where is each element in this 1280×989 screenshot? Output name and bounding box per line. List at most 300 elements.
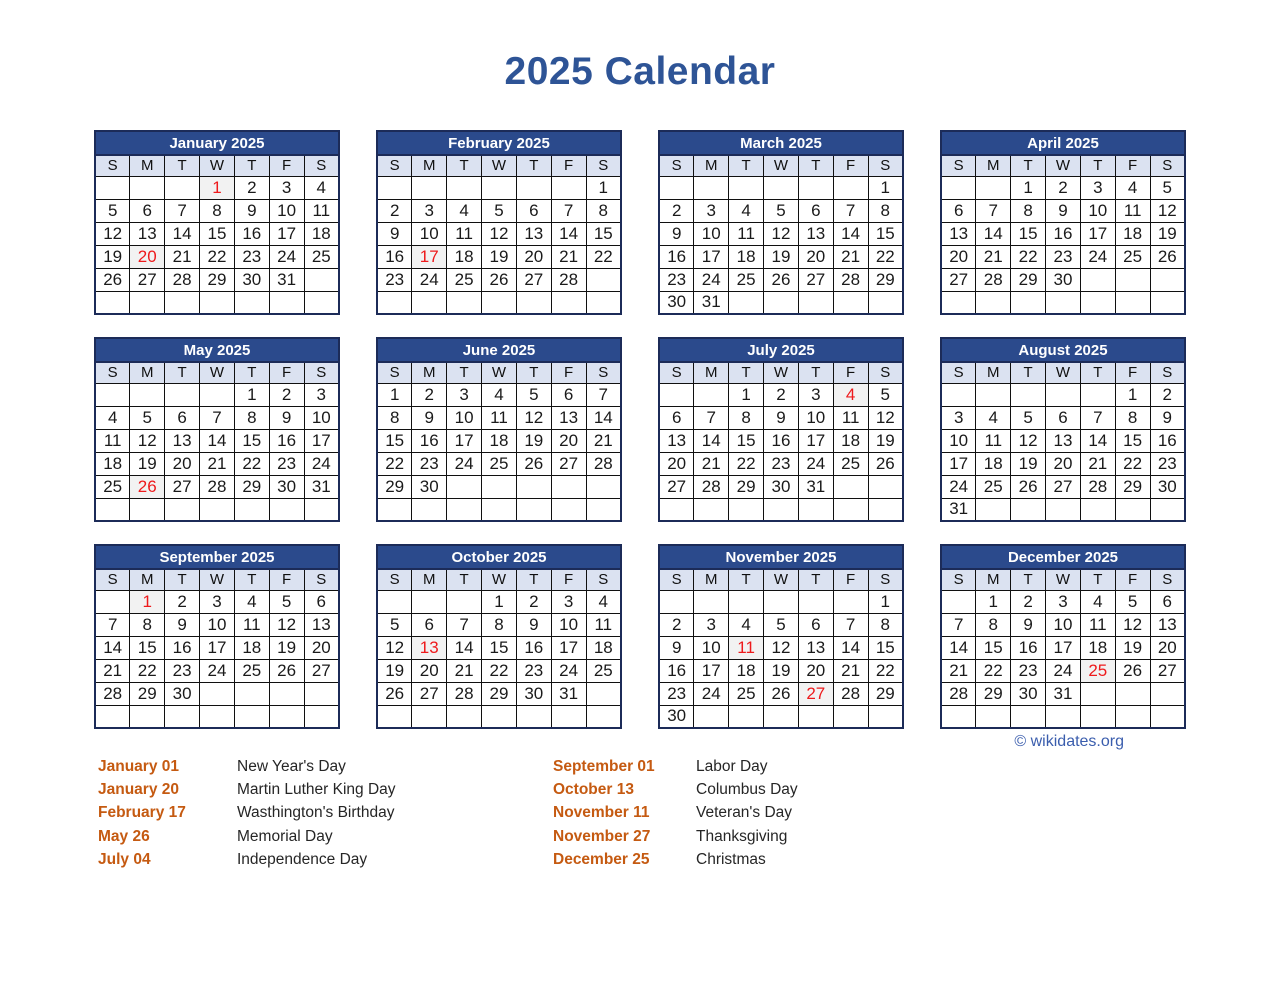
day-cell: 15 [729, 429, 764, 452]
day-cell: 10 [269, 199, 304, 222]
month-title-row [95, 545, 339, 569]
weekday-cell: T [798, 155, 833, 176]
weekday-cell: W [200, 569, 235, 590]
day-cell: 31 [941, 498, 976, 521]
empty-cell [694, 705, 729, 728]
empty-cell [447, 475, 482, 498]
weekday-cell: S [377, 362, 412, 383]
day-cell: 10 [447, 406, 482, 429]
empty-cell [941, 590, 976, 613]
day-cell: 30 [659, 291, 694, 314]
day-cell: 13 [798, 636, 833, 659]
weekday-cell: W [1046, 155, 1081, 176]
day-cell: 26 [1150, 245, 1185, 268]
day-cell: 26 [516, 452, 551, 475]
empty-cell [976, 498, 1011, 521]
week-row [659, 199, 903, 222]
day-cell: 22 [976, 659, 1011, 682]
day-cell: 5 [130, 406, 165, 429]
day-cell: 16 [659, 245, 694, 268]
day-cell: 28 [833, 682, 868, 705]
empty-cell [130, 705, 165, 728]
day-cell: 24 [447, 452, 482, 475]
month-title-row [377, 545, 621, 569]
day-cell: 5 [1115, 590, 1150, 613]
day-cell: 16 [412, 429, 447, 452]
day-cell: 13 [659, 429, 694, 452]
week-row [659, 705, 903, 728]
empty-cell [1115, 705, 1150, 728]
empty-cell [941, 291, 976, 314]
weekday-cell: T [234, 569, 269, 590]
empty-cell [551, 176, 586, 199]
day-cell: 7 [1080, 406, 1115, 429]
day-cell: 14 [586, 406, 621, 429]
month-calendar [376, 544, 622, 729]
day-cell: 20 [516, 245, 551, 268]
weekday-cell: T [516, 569, 551, 590]
day-cell: 25 [1115, 245, 1150, 268]
weekday-cell: F [833, 569, 868, 590]
week-row [659, 590, 903, 613]
weekday-cell: W [1046, 362, 1081, 383]
week-row [377, 682, 621, 705]
empty-cell [586, 475, 621, 498]
week-row [377, 383, 621, 406]
empty-cell [659, 176, 694, 199]
day-cell: 14 [976, 222, 1011, 245]
empty-cell [586, 705, 621, 728]
week-row [659, 429, 903, 452]
day-cell: 4 [586, 590, 621, 613]
day-cell: 31 [694, 291, 729, 314]
empty-cell [95, 498, 130, 521]
day-cell: 11 [976, 429, 1011, 452]
day-cell: 3 [412, 199, 447, 222]
day-cell: 16 [1046, 222, 1081, 245]
day-cell: 21 [95, 659, 130, 682]
holiday-day-cell: 1 [200, 176, 235, 199]
day-cell: 6 [165, 406, 200, 429]
day-cell: 17 [269, 222, 304, 245]
day-cell: 23 [659, 268, 694, 291]
empty-cell [1011, 705, 1046, 728]
day-cell: 11 [447, 222, 482, 245]
weekday-cell: S [377, 155, 412, 176]
day-cell: 7 [95, 613, 130, 636]
week-row [377, 636, 621, 659]
holidays-list [94, 755, 1186, 872]
day-cell: 11 [729, 222, 764, 245]
day-cell: 10 [1080, 199, 1115, 222]
day-cell: 14 [833, 222, 868, 245]
week-row [377, 222, 621, 245]
day-cell: 22 [1115, 452, 1150, 475]
day-cell: 24 [304, 452, 339, 475]
month-title-row [659, 338, 903, 362]
day-cell: 8 [729, 406, 764, 429]
day-cell: 4 [1115, 176, 1150, 199]
holiday-row [98, 778, 553, 801]
day-cell: 21 [694, 452, 729, 475]
day-cell: 21 [165, 245, 200, 268]
empty-cell [868, 475, 903, 498]
month-title: July 2025 [659, 338, 903, 362]
month-calendar [940, 130, 1186, 315]
weekday-cell: F [833, 155, 868, 176]
holiday-date: November 27 [553, 827, 651, 845]
empty-cell [941, 383, 976, 406]
day-cell: 6 [798, 613, 833, 636]
week-row [95, 291, 339, 314]
week-row [377, 406, 621, 429]
day-cell: 5 [516, 383, 551, 406]
day-cell: 3 [798, 383, 833, 406]
day-cell: 27 [1150, 659, 1185, 682]
day-cell: 27 [516, 268, 551, 291]
week-row [377, 429, 621, 452]
weekday-cell: S [941, 569, 976, 590]
week-row [377, 291, 621, 314]
weekday-cell: T [165, 362, 200, 383]
empty-cell [377, 176, 412, 199]
day-cell: 8 [482, 613, 517, 636]
weekday-cell: S [868, 362, 903, 383]
holiday-day-cell: 4 [833, 383, 868, 406]
weekday-cell: S [1150, 155, 1185, 176]
day-cell: 7 [694, 406, 729, 429]
day-cell: 25 [833, 452, 868, 475]
day-cell: 9 [165, 613, 200, 636]
week-row [659, 636, 903, 659]
weekday-cell: W [482, 362, 517, 383]
day-cell: 19 [130, 452, 165, 475]
weekday-cell: W [1046, 569, 1081, 590]
week-row [941, 636, 1185, 659]
week-row [941, 291, 1185, 314]
months-grid [94, 130, 1186, 729]
day-cell: 26 [764, 682, 799, 705]
empty-cell [868, 705, 903, 728]
weekday-cell: M [694, 155, 729, 176]
day-cell: 25 [976, 475, 1011, 498]
empty-cell [659, 498, 694, 521]
day-cell: 23 [165, 659, 200, 682]
day-cell: 27 [798, 268, 833, 291]
day-cell: 20 [1046, 452, 1081, 475]
weekday-row [941, 362, 1185, 383]
empty-cell [447, 498, 482, 521]
week-row [377, 452, 621, 475]
week-row [377, 199, 621, 222]
holiday-name: Thanksgiving [696, 827, 788, 845]
day-cell: 18 [482, 429, 517, 452]
day-cell: 1 [1115, 383, 1150, 406]
empty-cell [1150, 682, 1185, 705]
day-cell: 7 [586, 383, 621, 406]
empty-cell [764, 291, 799, 314]
day-cell: 6 [798, 199, 833, 222]
week-row [95, 452, 339, 475]
day-cell: 23 [234, 245, 269, 268]
day-cell: 30 [1150, 475, 1185, 498]
day-cell: 18 [304, 222, 339, 245]
empty-cell [1080, 268, 1115, 291]
empty-cell [234, 682, 269, 705]
empty-cell [516, 291, 551, 314]
day-cell: 28 [95, 682, 130, 705]
day-cell: 19 [269, 636, 304, 659]
holiday-row [98, 802, 553, 825]
weekday-row [659, 155, 903, 176]
day-cell: 26 [1115, 659, 1150, 682]
empty-cell [304, 498, 339, 521]
day-cell: 11 [586, 613, 621, 636]
day-cell: 6 [1046, 406, 1081, 429]
weekday-row [377, 362, 621, 383]
week-row [659, 659, 903, 682]
week-row [377, 590, 621, 613]
weekday-cell: S [659, 155, 694, 176]
weekday-cell: T [447, 569, 482, 590]
week-row [941, 268, 1185, 291]
empty-cell [868, 291, 903, 314]
empty-cell [941, 705, 976, 728]
holiday-name: Christmas [696, 851, 766, 869]
day-cell: 20 [659, 452, 694, 475]
empty-cell [1115, 682, 1150, 705]
empty-cell [694, 498, 729, 521]
day-cell: 24 [694, 682, 729, 705]
empty-cell [729, 705, 764, 728]
day-cell: 21 [976, 245, 1011, 268]
weekday-cell: S [659, 362, 694, 383]
holiday-date: February 17 [98, 804, 186, 822]
month-title: August 2025 [941, 338, 1185, 362]
week-row [95, 590, 339, 613]
day-cell: 30 [165, 682, 200, 705]
empty-cell [412, 705, 447, 728]
week-row [659, 268, 903, 291]
empty-cell [586, 682, 621, 705]
day-cell: 1 [868, 590, 903, 613]
weekday-row [659, 569, 903, 590]
day-cell: 15 [200, 222, 235, 245]
empty-cell [1011, 291, 1046, 314]
holiday-row [98, 755, 553, 778]
weekday-cell: T [165, 155, 200, 176]
attribution-link[interactable]: © wikidates.org [1014, 733, 1124, 750]
day-cell: 29 [868, 682, 903, 705]
day-cell: 8 [976, 613, 1011, 636]
week-row [377, 659, 621, 682]
day-cell: 15 [976, 636, 1011, 659]
empty-cell [200, 383, 235, 406]
month-calendar [940, 337, 1186, 522]
day-cell: 2 [412, 383, 447, 406]
weekday-cell: T [1011, 362, 1046, 383]
day-cell: 23 [377, 268, 412, 291]
empty-cell [516, 498, 551, 521]
week-row [659, 383, 903, 406]
holiday-day-cell: 11 [729, 636, 764, 659]
empty-cell [130, 498, 165, 521]
month-title: October 2025 [377, 545, 621, 569]
day-cell: 23 [1150, 452, 1185, 475]
day-cell: 1 [377, 383, 412, 406]
week-row [941, 613, 1185, 636]
day-cell: 9 [764, 406, 799, 429]
day-cell: 14 [95, 636, 130, 659]
empty-cell [95, 176, 130, 199]
week-row [95, 176, 339, 199]
day-cell: 13 [1150, 613, 1185, 636]
day-cell: 18 [729, 245, 764, 268]
day-cell: 3 [941, 406, 976, 429]
day-cell: 12 [130, 429, 165, 452]
week-row [659, 245, 903, 268]
empty-cell [234, 498, 269, 521]
day-cell: 15 [868, 636, 903, 659]
month-title: June 2025 [377, 338, 621, 362]
day-cell: 8 [586, 199, 621, 222]
day-cell: 14 [200, 429, 235, 452]
day-cell: 16 [234, 222, 269, 245]
empty-cell [447, 176, 482, 199]
day-cell: 21 [833, 245, 868, 268]
day-cell: 22 [868, 659, 903, 682]
empty-cell [447, 291, 482, 314]
day-cell: 20 [798, 245, 833, 268]
day-cell: 1 [976, 590, 1011, 613]
empty-cell [941, 176, 976, 199]
weekday-cell: S [304, 569, 339, 590]
day-cell: 28 [1080, 475, 1115, 498]
month-title-row [377, 131, 621, 155]
empty-cell [377, 291, 412, 314]
empty-cell [377, 705, 412, 728]
day-cell: 28 [165, 268, 200, 291]
week-row [659, 406, 903, 429]
day-cell: 14 [941, 636, 976, 659]
week-row [377, 176, 621, 199]
empty-cell [304, 291, 339, 314]
empty-cell [764, 705, 799, 728]
empty-cell [95, 383, 130, 406]
weekday-cell: S [941, 362, 976, 383]
day-cell: 31 [551, 682, 586, 705]
day-cell: 19 [377, 659, 412, 682]
empty-cell [95, 291, 130, 314]
day-cell: 11 [833, 406, 868, 429]
day-cell: 19 [482, 245, 517, 268]
day-cell: 9 [234, 199, 269, 222]
day-cell: 3 [269, 176, 304, 199]
empty-cell [976, 383, 1011, 406]
weekday-cell: S [659, 569, 694, 590]
month-calendar [658, 544, 904, 729]
holiday-day-cell: 17 [412, 245, 447, 268]
empty-cell [976, 176, 1011, 199]
day-cell: 8 [868, 199, 903, 222]
weekday-cell: S [304, 362, 339, 383]
day-cell: 17 [551, 636, 586, 659]
day-cell: 26 [764, 268, 799, 291]
empty-cell [833, 291, 868, 314]
day-cell: 9 [516, 613, 551, 636]
weekday-cell: F [551, 362, 586, 383]
empty-cell [729, 590, 764, 613]
week-row [95, 705, 339, 728]
day-cell: 27 [941, 268, 976, 291]
weekday-cell: T [447, 362, 482, 383]
day-cell: 15 [1011, 222, 1046, 245]
day-cell: 12 [516, 406, 551, 429]
month-title-row [941, 131, 1185, 155]
day-cell: 27 [659, 475, 694, 498]
week-row [659, 176, 903, 199]
empty-cell [165, 291, 200, 314]
day-cell: 13 [165, 429, 200, 452]
day-cell: 16 [377, 245, 412, 268]
weekday-cell: F [1115, 362, 1150, 383]
weekday-cell: T [1011, 155, 1046, 176]
empty-cell [1046, 705, 1081, 728]
day-cell: 23 [412, 452, 447, 475]
week-row [95, 268, 339, 291]
empty-cell [412, 291, 447, 314]
day-cell: 30 [659, 705, 694, 728]
empty-cell [551, 498, 586, 521]
day-cell: 5 [868, 383, 903, 406]
day-cell: 11 [1080, 613, 1115, 636]
empty-cell [694, 383, 729, 406]
month-calendar [658, 130, 904, 315]
weekday-cell: S [95, 362, 130, 383]
week-row [95, 613, 339, 636]
day-cell: 17 [1046, 636, 1081, 659]
holiday-date: September 01 [553, 757, 655, 775]
week-row [377, 268, 621, 291]
day-cell: 15 [1115, 429, 1150, 452]
month-calendar [658, 337, 904, 522]
empty-cell [377, 590, 412, 613]
weekday-cell: T [798, 569, 833, 590]
empty-cell [234, 291, 269, 314]
week-row [95, 636, 339, 659]
holiday-date: January 01 [98, 757, 179, 775]
day-cell: 18 [729, 659, 764, 682]
day-cell: 27 [304, 659, 339, 682]
empty-cell [764, 176, 799, 199]
weekday-cell: S [586, 362, 621, 383]
weekday-cell: M [976, 569, 1011, 590]
weekday-cell: W [764, 155, 799, 176]
day-cell: 2 [1150, 383, 1185, 406]
day-cell: 15 [868, 222, 903, 245]
day-cell: 17 [694, 659, 729, 682]
holiday-day-cell: 13 [412, 636, 447, 659]
day-cell: 24 [1080, 245, 1115, 268]
holiday-name: New Year's Day [237, 757, 346, 775]
day-cell: 17 [694, 245, 729, 268]
day-cell: 22 [729, 452, 764, 475]
day-cell: 18 [234, 636, 269, 659]
day-cell: 4 [976, 406, 1011, 429]
day-cell: 27 [165, 475, 200, 498]
empty-cell [833, 590, 868, 613]
page-title: 2025 Calendar [504, 50, 776, 93]
